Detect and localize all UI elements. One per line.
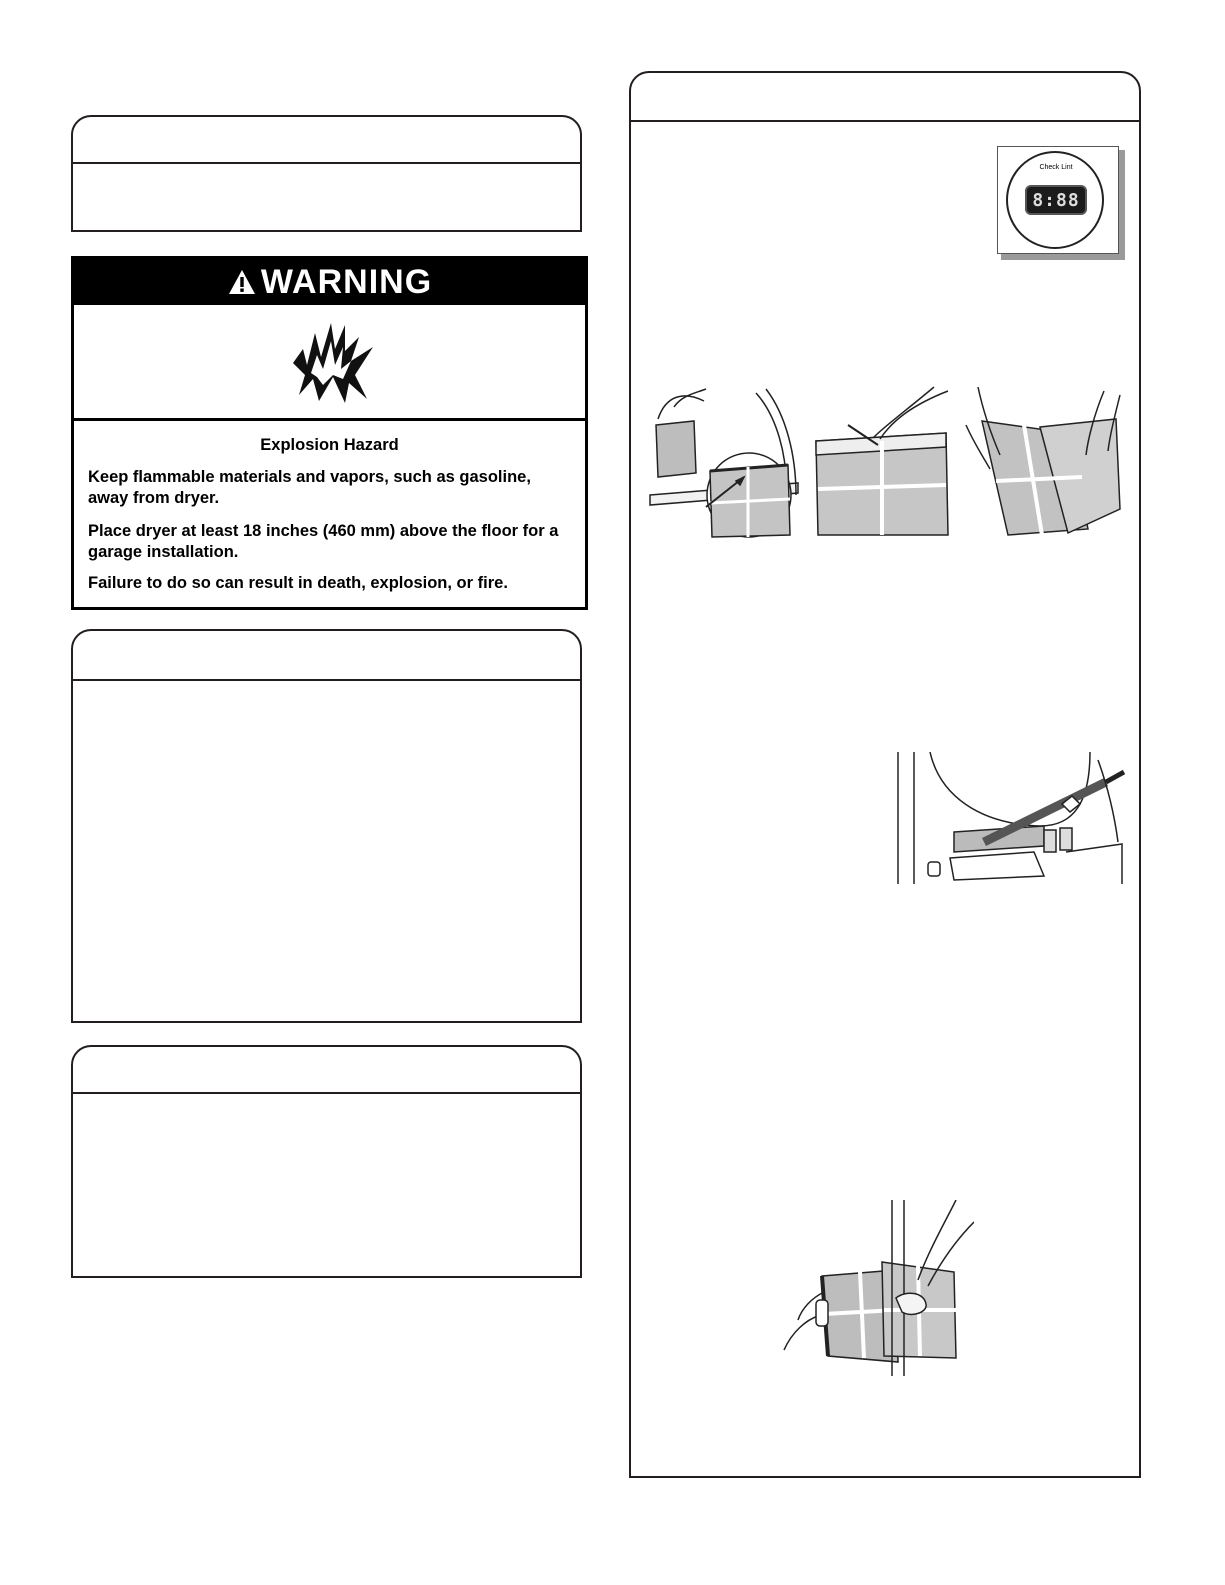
explosion-icon — [289, 319, 379, 405]
section-header — [73, 117, 580, 164]
section-panel-top — [71, 115, 582, 232]
warning-line-1: Keep flammable materials and vapors, such as gasoline, away from dryer. — [88, 468, 531, 507]
section-header — [73, 1047, 580, 1094]
section-panel-bottom — [71, 1045, 582, 1278]
warning-title: WARNING — [260, 262, 433, 301]
warning-line-2: Place dryer at least 18 inches (460 mm) above the floor for a garage installation. — [88, 522, 559, 561]
warning-body — [74, 421, 585, 594]
vacuum-lint-trap-illustration — [894, 752, 1126, 884]
time-display-digits: 8:88 — [1032, 189, 1080, 211]
lint-screen-removal-illustration — [648, 385, 1126, 540]
warning-box — [71, 256, 588, 610]
time-display — [1025, 185, 1087, 215]
warning-header — [74, 259, 585, 305]
lint-screen-cleaning-illustration — [778, 1200, 974, 1376]
warning-line-3: Failure to do so can result in death, explosion, or fire. — [88, 574, 508, 592]
hazard-title: Explosion Hazard — [260, 436, 399, 454]
section-header — [73, 631, 580, 681]
warning-triangle-icon — [227, 268, 257, 296]
check-lint-display-illustration — [997, 146, 1125, 259]
check-lint-label: Check Lint — [1039, 164, 1073, 171]
section-header — [631, 73, 1139, 122]
section-panel-middle — [71, 629, 582, 1023]
warning-symbol-area — [74, 305, 585, 421]
